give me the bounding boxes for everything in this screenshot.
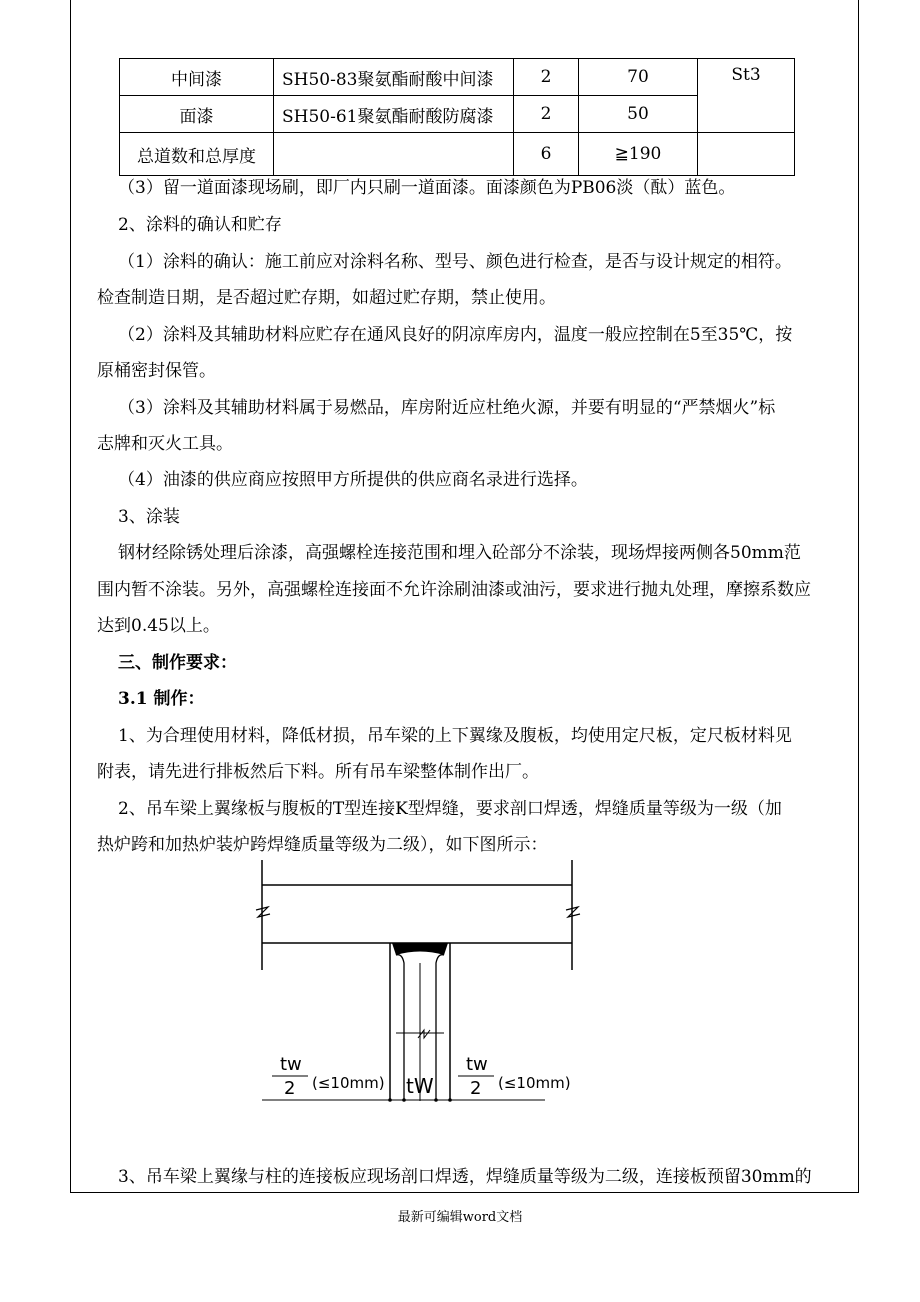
table-cell: 2 bbox=[514, 59, 579, 96]
section-heading: 3、涂装 bbox=[118, 507, 180, 527]
tw-right-label: tw bbox=[466, 1054, 488, 1075]
paragraph: （2）涂料及其辅助材料应贮存在通风良好的阴凉库房内，温度一般应控制在5至35℃，按 bbox=[118, 325, 793, 345]
paragraph: 原桶密封保管。 bbox=[97, 361, 216, 381]
page-footer: 最新可编辑word文档 bbox=[397, 1210, 523, 1225]
paragraph: （3）涂料及其辅助材料属于易燃品，库房附近应杜绝火源，并要有明显的“严禁烟火”标 bbox=[118, 398, 776, 418]
table-cell: 6 bbox=[514, 133, 579, 176]
two-left-label: 2 bbox=[284, 1078, 296, 1099]
tw-center-label: tW bbox=[406, 1074, 434, 1098]
weld-diagram bbox=[250, 855, 590, 1115]
paragraph: 钢材经除锈处理后涂漆，高强螺栓连接范围和埋入砼部分不涂装，现场焊接两侧各50mm范 bbox=[118, 543, 801, 563]
table-row bbox=[120, 133, 795, 176]
table-row bbox=[120, 59, 795, 96]
limit-left-label: (≤10mm) bbox=[312, 1074, 385, 1092]
paragraph: （4）油漆的供应商应按照甲方所提供的供应商名录进行选择。 bbox=[118, 470, 588, 490]
tw-left-label: tw bbox=[280, 1054, 302, 1075]
paragraph: 附表，请先进行排板然后下料。所有吊车梁整体制作出厂。 bbox=[97, 762, 539, 782]
paragraph: 达到0.45以上。 bbox=[97, 616, 220, 636]
table-row bbox=[120, 96, 795, 133]
table-cell: 50 bbox=[579, 96, 698, 133]
weld-bead bbox=[392, 943, 448, 955]
table-cell: 2 bbox=[514, 96, 579, 133]
table-cell: 总道数和总厚度 bbox=[120, 133, 274, 176]
dim-tick bbox=[434, 1098, 438, 1102]
paragraph: （3）留一道面漆现场刷，即厂内只刷一道面漆。面漆颜色为PB06淡（酞）蓝色。 bbox=[118, 178, 736, 198]
paint-spec-table bbox=[119, 58, 795, 176]
table-cell: SH50-61聚氨酯耐酸防腐漆 bbox=[274, 96, 514, 133]
table-cell: 70 bbox=[579, 59, 698, 96]
paragraph: （1）涂料的确认：施工前应对涂料名称、型号、颜色进行检查，是否与设计规定的相符。 bbox=[118, 252, 792, 272]
table-cell: 面漆 bbox=[120, 96, 274, 133]
paragraph: 热炉跨和加热炉装炉跨焊缝质量等级为二级），如下图所示： bbox=[97, 835, 548, 855]
paragraph: 志牌和灭火工具。 bbox=[97, 434, 233, 454]
dim-tick bbox=[402, 1098, 406, 1102]
bevel-right bbox=[436, 955, 444, 1101]
break-mark-left bbox=[256, 907, 270, 917]
table-cell bbox=[274, 133, 514, 176]
section-heading: 2、涂料的确认和贮存 bbox=[118, 215, 282, 235]
table-cell bbox=[698, 133, 795, 176]
table-cell: ≧190 bbox=[579, 133, 698, 176]
two-right-label: 2 bbox=[470, 1078, 482, 1099]
paragraph: 1、为合理使用材料，降低材损，吊车梁的上下翼缘及腹板，均使用定尺板，定尺板材料见 bbox=[118, 726, 792, 746]
section-heading: 3.1 制作： bbox=[118, 689, 205, 709]
limit-right-label: (≤10mm) bbox=[498, 1074, 571, 1092]
break-mark-right bbox=[566, 907, 580, 917]
paragraph: 围内暂不涂装。另外，高强螺栓连接面不允许涂刷油漆或油污，要求进行抛丸处理，摩擦系数应 bbox=[97, 580, 811, 600]
paragraph: 3、吊车梁上翼缘与柱的连接板应现场剖口焊透，焊缝质量等级为二级，连接板预留30mm的 bbox=[118, 1167, 812, 1187]
bevel-left bbox=[396, 955, 404, 1101]
table-cell: 中间漆 bbox=[120, 59, 274, 96]
dim-tick bbox=[388, 1098, 392, 1102]
dim-tick bbox=[448, 1098, 452, 1102]
paragraph: 2、吊车梁上翼缘板与腹板的T型连接K型焊缝，要求剖口焊透，焊缝质量等级为一级（加 bbox=[118, 799, 782, 819]
section-heading: 三、制作要求： bbox=[118, 653, 237, 673]
table-cell: SH50-83聚氨酯耐酸中间漆 bbox=[274, 59, 514, 96]
paragraph: 检查制造日期，是否超过贮存期，如超过贮存期，禁止使用。 bbox=[97, 288, 556, 308]
table-cell: St3 bbox=[698, 59, 795, 133]
